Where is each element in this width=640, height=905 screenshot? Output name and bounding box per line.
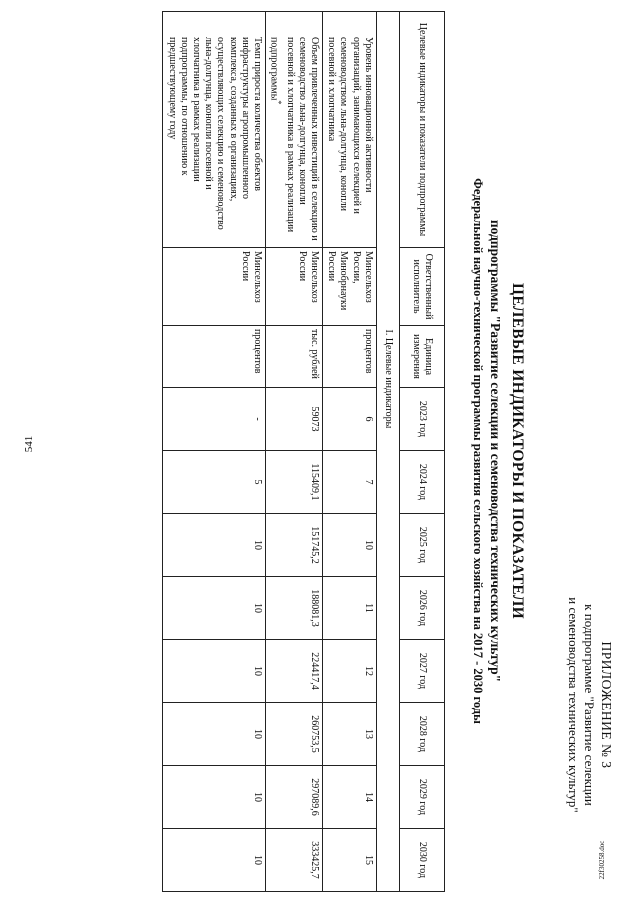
value-cell: 11 xyxy=(323,577,377,640)
header-name: Целевые индикаторы и показатели подпрограммы xyxy=(400,12,445,248)
executor-cell: Минсельхоз России xyxy=(163,248,266,326)
header-executor: Ответственный исполнитель xyxy=(400,248,445,326)
unit-cell: тыс. рублей xyxy=(265,326,322,388)
value-cell: 5 xyxy=(163,451,266,514)
appendix-line-2: и семеноводства технических культур" xyxy=(565,597,581,813)
appendix-title: ПРИЛОЖЕНИЕ № 3 xyxy=(599,641,614,769)
value-cell: 10 xyxy=(163,514,266,577)
header-unit: Единица измерения xyxy=(400,326,445,388)
section-title: I. Целевые индикаторы xyxy=(376,326,399,892)
table-header-row xyxy=(400,12,445,892)
value-cell: 224417,4 xyxy=(265,640,322,703)
rotated-sheet xyxy=(40,11,615,891)
indicator-name-cell xyxy=(163,12,266,248)
indicator-name-cell xyxy=(323,12,377,248)
value-cell: 15 xyxy=(323,829,377,892)
value-cell: 297089,6 xyxy=(265,766,322,829)
header-year: 2030 год xyxy=(400,829,445,892)
value-cell: 14 xyxy=(323,766,377,829)
value-cell: 59073 xyxy=(265,388,322,451)
value-cell: 10 xyxy=(163,640,266,703)
value-cell: 6 xyxy=(323,388,377,451)
row-index xyxy=(308,15,320,37)
subtitle-1: подпрограммы "Развитие селекции и семеноводства технических культур" xyxy=(487,219,503,683)
section-row xyxy=(376,12,399,892)
value-cell: 10 xyxy=(163,829,266,892)
value-cell: - xyxy=(163,388,266,451)
header-year: 2027 год xyxy=(400,640,445,703)
value-cell: 10 xyxy=(163,577,266,640)
value-cell: 10 xyxy=(163,703,266,766)
value-cell: 260753,5 xyxy=(265,703,322,766)
indicator-name-cell xyxy=(265,12,322,248)
value-cell: 10 xyxy=(323,514,377,577)
value-cell: 115409,1 xyxy=(265,451,322,514)
main-title: ЦЕЛЕВЫЕ ИНДИКАТОРЫ И ПОКАЗАТЕЛИ xyxy=(509,283,526,619)
unit-cell: процентов xyxy=(163,326,266,388)
value-cell: 333425,7 xyxy=(265,829,322,892)
value-cell: 12 xyxy=(323,640,377,703)
document-code: 22f30258.doc xyxy=(598,840,606,880)
value-cell: 188081,3 xyxy=(265,577,322,640)
header-year: 2026 год xyxy=(400,577,445,640)
value-cell: 7 xyxy=(323,451,377,514)
table-row xyxy=(163,12,266,892)
row-index xyxy=(251,15,263,37)
value-cell: 13 xyxy=(323,703,377,766)
header-year: 2023 год xyxy=(400,388,445,451)
executor-cell: Минсельхоз России xyxy=(265,248,322,326)
executor-cell: Минсельхоз России, Минобрнауки России xyxy=(323,248,377,326)
indicators-table xyxy=(162,11,445,892)
value-cell: 151745,2 xyxy=(265,514,322,577)
header-year: 2025 год xyxy=(400,514,445,577)
value-cell: 10 xyxy=(163,766,266,829)
subtitle-2: Федеральной научно-технической программы развития сельского хозяйства на 2017 - 2030 годы xyxy=(471,178,486,724)
table-row xyxy=(265,12,322,892)
appendix-header xyxy=(564,525,615,885)
unit-cell: процентов xyxy=(323,326,377,388)
page-number: 541 xyxy=(23,435,35,453)
indicator-name: Объем привлеченных инвестиций в селекцию и семеноводство льна-долгунца, конопли посевной и хлопчатника в рамках реализации подпрограммы xyxy=(269,37,321,241)
table-row xyxy=(323,12,377,892)
header-year: 2028 год xyxy=(400,703,445,766)
document-titles xyxy=(470,11,527,891)
row-index xyxy=(362,15,374,37)
header-year: 2024 год xyxy=(400,451,445,514)
appendix-line-1: к подпрограмме "Развитие селекции xyxy=(582,604,598,806)
footnote-mark: * xyxy=(274,100,284,105)
header-year: 2029 год xyxy=(400,766,445,829)
indicator-name: Уровень инновационной активности организаций, занимающихся селекцией и семеноводством льна-долгунца, конопли посевной и хлопчатника xyxy=(326,37,374,214)
indicator-name: Темп прироста количества объектов инфраструктуры агропромышленного комплекса, созданных в организациях, осуществляющих селекцию и семеноводство льна-долгунца, конопли посевной и хлопчатника в рамках реализации подпрограммы, по отношению к предшествующему году xyxy=(166,37,263,230)
